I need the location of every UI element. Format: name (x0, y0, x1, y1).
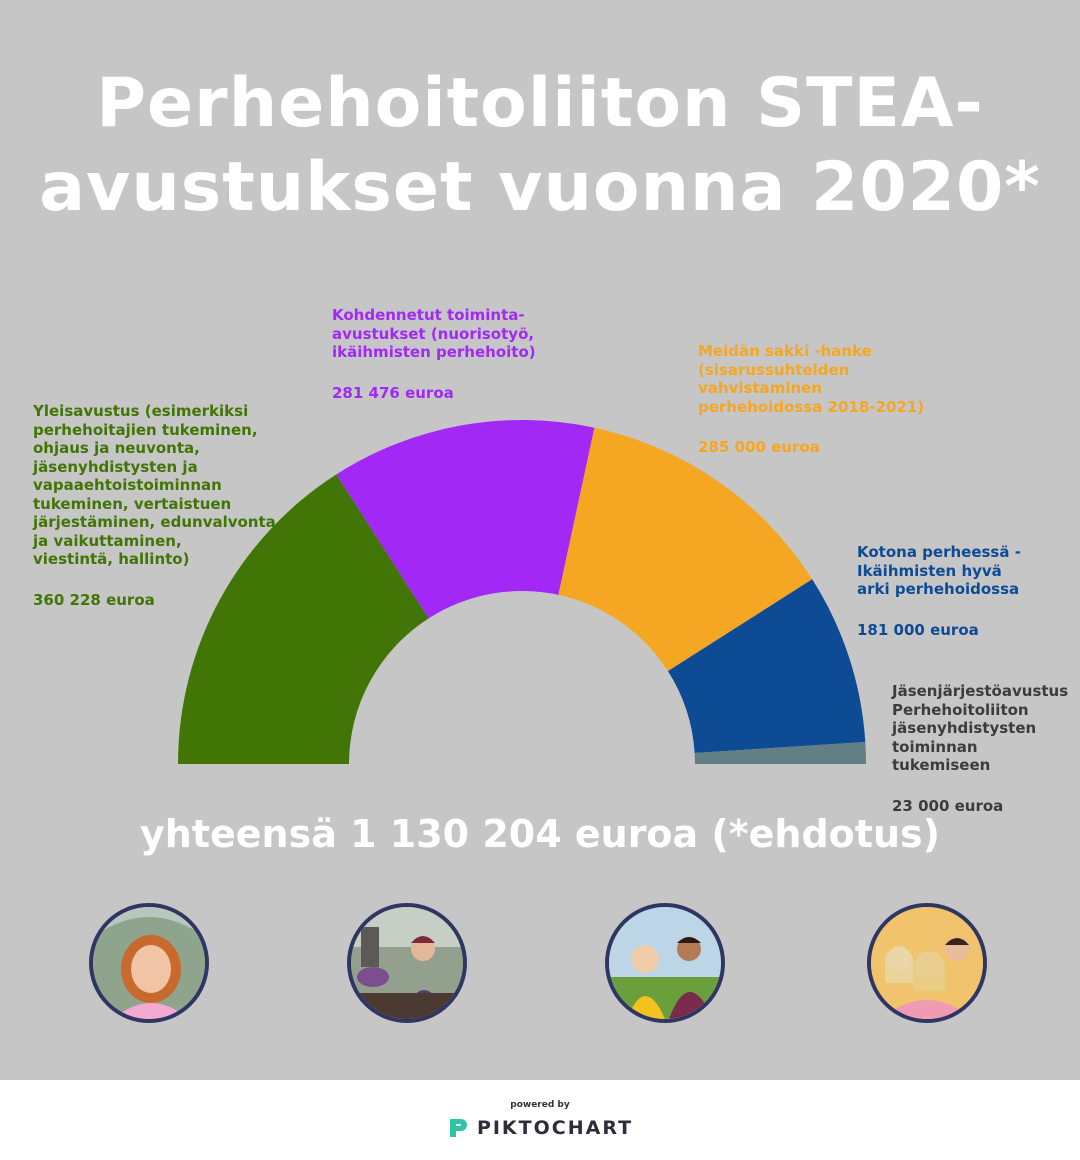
label-meidan-sakki-amount: 285 000 euroa (698, 438, 820, 456)
three-young-people-photo (867, 903, 987, 1023)
girl-with-umbrella-photo (89, 903, 209, 1023)
label-kohdennetut-text: Kohdennetut toiminta- avustukset (nuorisotyö, ikäihmisten perhehoito) (332, 306, 536, 361)
label-yleisavustus (33, 402, 276, 609)
title-line-2: avustukset vuonna 2020* (39, 148, 1041, 227)
title-line-1: Perhehoitoliiton STEA- (96, 64, 984, 143)
young-people-photo-illustration (871, 907, 983, 1019)
label-jasenjarjestoavustus-text: Jäsenjärjestöavustus Perhehoitoliiton jäsenyhdistysten toiminnan tukemiseen (892, 682, 1069, 774)
label-kotona-perheessa-text: Kotona perheessä - Ikäihmisten hyvä arki perhehoidossa (857, 543, 1021, 598)
label-kotona-perheessa-amount: 181 000 euroa (857, 620, 979, 639)
piktochart-logo[interactable] (0, 1116, 1080, 1140)
label-yleisavustus-text: Yleisavustus (esimerkiksi perhehoitajien tukeminen, ohjaus ja neuvonta, jäsenyhdistysten ja vapaaehtoistoiminnan tukeminen, vertaistuen järjestäminen, edunvalvonta ja vaikuttaminen, viestintä, hallinto) (33, 402, 276, 568)
elderly-woman-photo-illustration (351, 907, 463, 1019)
label-kohdennetut (332, 306, 536, 402)
label-meidan-sakki (698, 342, 924, 457)
piktochart-logo-icon (447, 1116, 469, 1140)
label-jasenjarjestoavustus-amount: 23 000 euroa (892, 796, 1004, 815)
label-yleisavustus-amount: 360 228 euroa (33, 590, 155, 609)
label-kotona-perheessa (857, 543, 1021, 639)
label-jasenjarjestoavustus (892, 682, 1080, 815)
footer (0, 1080, 1080, 1160)
powered-by-text: powered by (510, 1100, 570, 1110)
label-meidan-sakki-text: Meidän sakki -hanke (sisarussuhteiden vahvistaminen perhehoidossa 2018-2021) (698, 342, 925, 416)
piktochart-brand-name: PIKTOCHART (476, 1117, 634, 1139)
total-amount: yhteensä 1 130 204 euroa (*ehdotus) (140, 812, 940, 856)
elderly-woman-on-balcony-photo (347, 903, 467, 1023)
women-with-glasses-photo (605, 903, 725, 1023)
label-kohdennetut-amount: 281 476 euroa (332, 383, 454, 402)
girl-photo-illustration (93, 907, 205, 1019)
women-photo-illustration (609, 907, 721, 1019)
